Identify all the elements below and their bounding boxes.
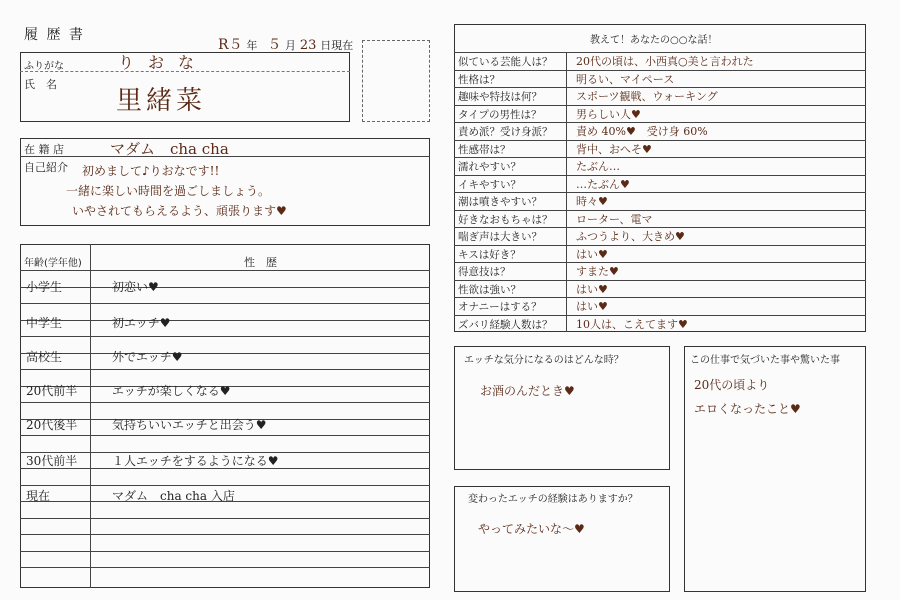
history-row-line: [20, 551, 430, 552]
qa-answer: ふつうより、大きめ♥: [576, 230, 685, 243]
history-age: 高校生: [26, 350, 63, 364]
history-text: 初エッチ♥: [112, 316, 171, 330]
furigana-value: りおな: [118, 53, 209, 72]
date-day: 23: [299, 38, 317, 53]
qa-row-line: [454, 175, 866, 176]
qa-row-line: [454, 157, 866, 158]
document-title: 履 歴 書: [24, 27, 85, 43]
history-age: 中学生: [26, 316, 63, 330]
mood-answer: お酒のんだとき♥: [480, 384, 575, 398]
mood-question: エッチな気分になるのはどんな時？: [464, 355, 624, 366]
qa-question: 得意技は？: [458, 266, 511, 278]
history-age: 20代後半: [26, 418, 78, 432]
history-text: 初恋い♥: [112, 280, 159, 294]
qa-answer: 10人は、こえてます♥: [576, 317, 688, 331]
qa-question: 濡れやすい？: [458, 161, 521, 173]
history-col-history: 性 歴: [244, 256, 277, 269]
qa-question: キスは好き？: [458, 248, 521, 261]
history-row-line: [20, 369, 430, 370]
intro-label: 自己紹介: [24, 161, 68, 174]
qa-question: 好きなおもちゃは？: [458, 213, 553, 226]
history-row-line: [20, 435, 430, 436]
history-age: 30代前半: [26, 454, 78, 468]
job-answer-line-1: 20代の頃より: [694, 378, 770, 392]
qa-question: 性感帯は？: [458, 143, 511, 156]
strange-answer: やってみたいな～♥: [478, 522, 585, 536]
history-row-line: [20, 303, 430, 304]
qa-row-line: [454, 297, 866, 298]
history-text: マダム cha cha 入店: [112, 489, 235, 503]
qa-answer: …たぶん♥: [576, 177, 630, 191]
photo-placeholder: [362, 40, 430, 122]
history-row-line: [20, 270, 430, 271]
qa-row-line: [454, 192, 866, 193]
qa-answer: はい♥: [576, 282, 608, 296]
qa-question: タイプの男性は？: [458, 108, 542, 121]
furigana-label: ふりがな: [24, 61, 64, 72]
qa-row-line: [454, 280, 866, 281]
history-text: 気持ちいいエッチと出会う♥: [112, 418, 267, 432]
qa-question: イキやすい？: [458, 178, 521, 191]
qa-question: 性欲は強い？: [458, 283, 521, 296]
history-col-divider: [90, 244, 91, 588]
qa-row-line: [454, 105, 866, 106]
qa-question: ズバリ経験人数は？: [458, 318, 553, 331]
history-row-line: [20, 336, 430, 337]
qa-question: オナニーはする？: [458, 301, 542, 313]
qa-answer: 背中、おへそ♥: [576, 142, 652, 156]
history-age: 20代前半: [26, 384, 78, 398]
history-row-line: [20, 353, 430, 354]
history-text: 外でエッチ♥: [112, 350, 183, 364]
history-row-line: [20, 518, 430, 519]
qa-title: 教えて！あなたの○○な話！: [590, 35, 718, 46]
qa-answer: スポーツ観戦、ウォーキング: [576, 90, 718, 103]
name-label: 氏 名: [24, 78, 57, 91]
job-question: この仕事で気づいた事や驚いた事: [690, 355, 840, 366]
qa-answer: はい♥: [576, 247, 608, 261]
qa-answer: すまた♥: [576, 265, 619, 278]
qa-question: 潮は噴きやすい？: [458, 196, 542, 208]
date-suffix: 日現在: [320, 39, 354, 52]
strange-question: 変わったエッチの経験はありますか？: [468, 494, 638, 505]
intro-line-2: 一緒に楽しい時間を過ごしましょう。: [66, 184, 271, 198]
date-line: [218, 34, 353, 54]
date-month: ５: [267, 37, 282, 53]
history-row-line: [20, 402, 430, 403]
job-answer-line-2: エロくなったこと♥: [694, 402, 801, 416]
history-row-line: [20, 485, 430, 486]
qa-question: 責め派？受け身派？: [458, 126, 553, 138]
history-row-line: [20, 320, 430, 321]
qa-row-line: [454, 140, 866, 141]
history-row-line: [20, 567, 430, 568]
qa-question: 趣味や特技は何？: [458, 91, 542, 103]
date-era: R５: [218, 37, 243, 53]
history-text: １人エッチをするようになる♥: [112, 454, 279, 468]
intro-line-3: いやされてもらえるよう、頑張ります♥: [72, 204, 287, 218]
qa-answer: 男らしい人♥: [576, 107, 641, 121]
history-col-age: 年齢(学年他): [24, 258, 82, 269]
qa-answer: 責め 40%♥ 受け身 60%: [576, 125, 708, 138]
history-row-line: [20, 534, 430, 535]
qa-question: 喘ぎ声は大きい？: [458, 231, 542, 243]
qa-answer: たぶん…: [576, 160, 620, 173]
qa-answer: はい♥: [576, 300, 608, 313]
qa-answer: 明るい、マイペース: [576, 72, 675, 86]
qa-question: 似ている芸能人は？: [458, 56, 553, 68]
history-age: 現在: [26, 489, 51, 503]
history-row-line: [20, 287, 430, 288]
qa-answer: 20代の頃は、小西真○美と言われた: [576, 55, 754, 68]
intro-line-1: 初めまして♪りおなです!!: [82, 164, 220, 178]
store-label: 在 籍 店: [24, 143, 64, 156]
qa-answer: 時々♥: [576, 195, 608, 208]
qa-answer: ローター、電マ: [576, 212, 653, 226]
store-value: マダム cha cha: [110, 140, 229, 158]
date-month-unit: 月: [285, 39, 297, 52]
name-value: 里緒菜: [116, 86, 207, 116]
qa-question: 性格は？: [458, 73, 500, 86]
qa-row-line: [454, 245, 866, 246]
history-age: 小学生: [26, 280, 63, 294]
date-year-unit: 年: [246, 39, 258, 52]
qa-row-line: [454, 262, 866, 263]
history-text: エッチが楽しくなる♥: [112, 384, 231, 398]
qa-row-line: [454, 210, 866, 211]
